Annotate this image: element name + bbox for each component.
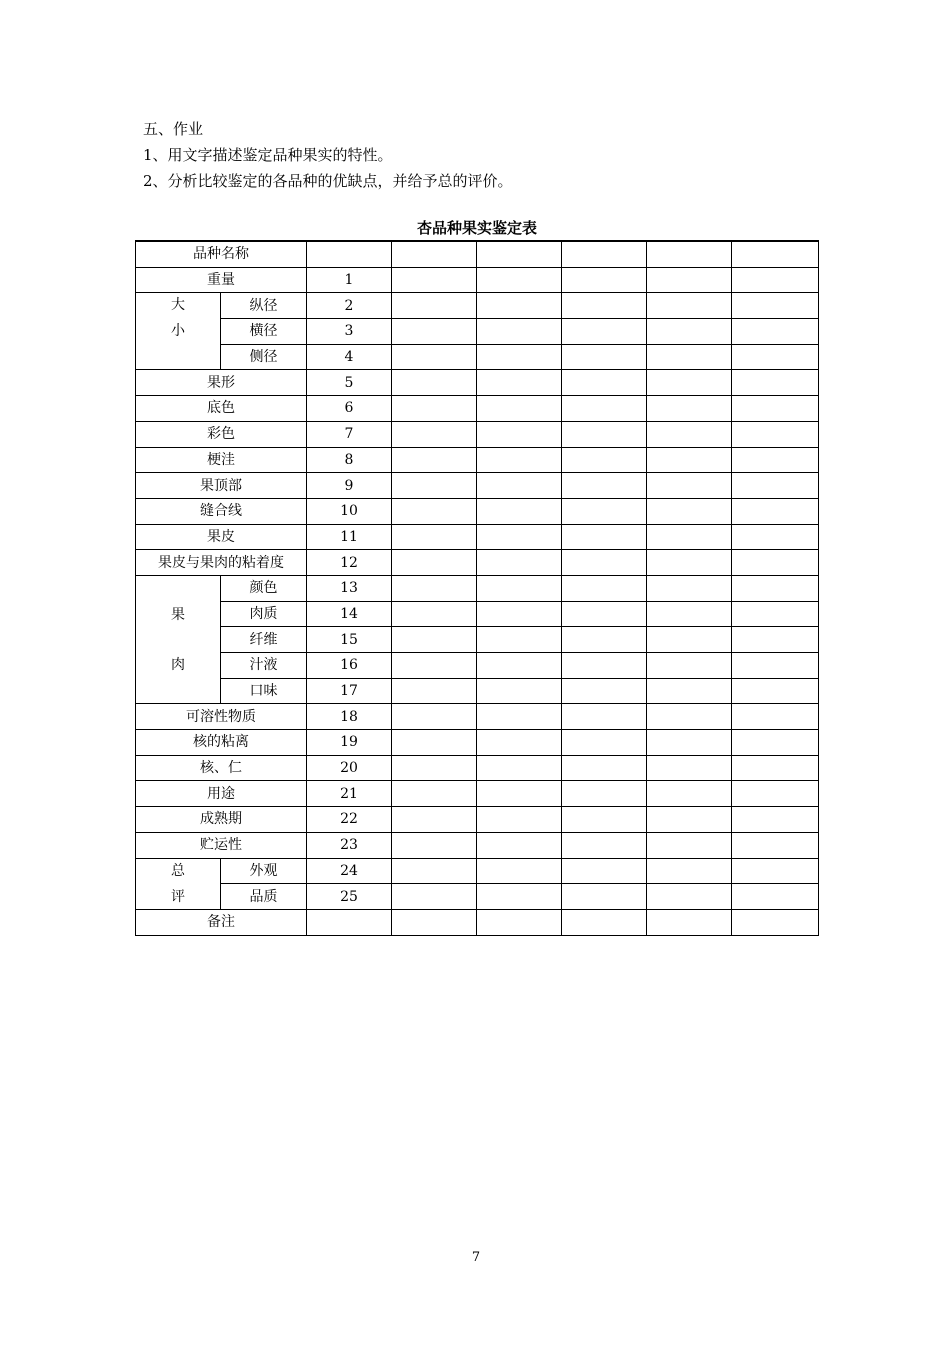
- row-number: 12: [307, 550, 392, 576]
- variety-cell: [392, 575, 477, 601]
- row-number: 9: [307, 473, 392, 499]
- variety-cell: [392, 653, 477, 679]
- variety-cell: [392, 601, 477, 627]
- variety-cell: [647, 627, 732, 653]
- variety-cell: [732, 498, 819, 524]
- table-row: [136, 267, 819, 293]
- table-row: [136, 858, 819, 884]
- variety-cell: [647, 241, 732, 267]
- variety-cell: [392, 807, 477, 833]
- variety-cell: [477, 370, 562, 396]
- group-label-size: 大 小: [136, 293, 221, 370]
- variety-cell: [732, 421, 819, 447]
- variety-cell: [477, 601, 562, 627]
- variety-cell: [477, 909, 562, 935]
- group-label-summary: 总 评: [136, 858, 221, 909]
- row-label: 外观: [221, 858, 307, 884]
- variety-cell: [392, 550, 477, 576]
- variety-cell: [647, 421, 732, 447]
- variety-cell: [647, 550, 732, 576]
- variety-cell: [647, 755, 732, 781]
- variety-cell: [732, 344, 819, 370]
- variety-cell: [647, 447, 732, 473]
- variety-cell: [477, 344, 562, 370]
- table-row: [136, 241, 819, 267]
- variety-cell: [562, 473, 647, 499]
- group-label-flesh: 果 肉: [136, 575, 221, 703]
- table-row: [136, 447, 819, 473]
- variety-cell: [732, 267, 819, 293]
- row-label: 果皮与果肉的粘着度: [136, 550, 307, 576]
- row-label: 可溶性物质: [136, 704, 307, 730]
- variety-cell: [477, 319, 562, 345]
- variety-cell: [647, 858, 732, 884]
- variety-cell: [477, 755, 562, 781]
- variety-cell: [392, 909, 477, 935]
- assignment-item-2: 2、分析比较鉴定的各品种的优缺点，并给予总的评价。: [143, 172, 513, 190]
- row-label: 纵径: [221, 293, 307, 319]
- table-row: [136, 524, 819, 550]
- variety-cell: [732, 627, 819, 653]
- row-number: 5: [307, 370, 392, 396]
- variety-cell: [562, 678, 647, 704]
- variety-cell: [477, 421, 562, 447]
- row-number: 19: [307, 730, 392, 756]
- variety-cell: [732, 241, 819, 267]
- table-row: [136, 909, 819, 935]
- variety-cell: [562, 755, 647, 781]
- variety-cell: [647, 884, 732, 910]
- variety-cell: [562, 627, 647, 653]
- table-row: [136, 832, 819, 858]
- table-row: [136, 473, 819, 499]
- variety-cell: [647, 524, 732, 550]
- variety-cell: [392, 344, 477, 370]
- row-number: 14: [307, 601, 392, 627]
- variety-cell: [477, 293, 562, 319]
- variety-cell: [732, 781, 819, 807]
- row-number: 21: [307, 781, 392, 807]
- row-number: 4: [307, 344, 392, 370]
- variety-cell: [562, 396, 647, 422]
- variety-cell: [647, 370, 732, 396]
- variety-cell: [732, 601, 819, 627]
- variety-cell: [732, 473, 819, 499]
- variety-cell: [477, 473, 562, 499]
- variety-cell: [562, 653, 647, 679]
- variety-cell: [647, 293, 732, 319]
- variety-cell: [562, 267, 647, 293]
- variety-cell: [477, 627, 562, 653]
- variety-cell: [392, 730, 477, 756]
- variety-cell: [562, 498, 647, 524]
- variety-cell: [647, 704, 732, 730]
- variety-cell: [562, 524, 647, 550]
- table-row: [136, 601, 819, 627]
- table-row: [136, 627, 819, 653]
- variety-cell: [392, 524, 477, 550]
- variety-cell: [647, 807, 732, 833]
- number-cell: [307, 241, 392, 267]
- variety-cell: [477, 858, 562, 884]
- page-number: 7: [471, 1250, 481, 1265]
- row-label: 缝合线: [136, 498, 307, 524]
- variety-cell: [392, 832, 477, 858]
- variety-cell: [732, 653, 819, 679]
- table-title: 杏品种果实鉴定表: [416, 219, 537, 237]
- variety-cell: [392, 241, 477, 267]
- variety-cell: [732, 807, 819, 833]
- variety-cell: [392, 755, 477, 781]
- variety-cell: [477, 678, 562, 704]
- evaluation-table: [135, 240, 819, 936]
- variety-cell: [477, 575, 562, 601]
- variety-cell: [562, 909, 647, 935]
- variety-cell: [732, 884, 819, 910]
- variety-cell: [392, 267, 477, 293]
- variety-cell: [562, 241, 647, 267]
- variety-cell: [392, 370, 477, 396]
- table-row: [136, 704, 819, 730]
- variety-cell: [647, 473, 732, 499]
- variety-cell: [732, 447, 819, 473]
- variety-cell: [392, 884, 477, 910]
- row-label: 横径: [221, 319, 307, 345]
- row-number: 20: [307, 755, 392, 781]
- variety-cell: [477, 550, 562, 576]
- table-row: [136, 421, 819, 447]
- variety-cell: [477, 447, 562, 473]
- variety-cell: [477, 396, 562, 422]
- variety-cell: [562, 293, 647, 319]
- variety-cell: [392, 293, 477, 319]
- variety-cell: [392, 319, 477, 345]
- table-row: [136, 396, 819, 422]
- variety-cell: [732, 832, 819, 858]
- variety-cell: [562, 447, 647, 473]
- variety-cell: [562, 601, 647, 627]
- row-number: 22: [307, 807, 392, 833]
- variety-cell: [732, 755, 819, 781]
- row-number: 18: [307, 704, 392, 730]
- variety-cell: [732, 319, 819, 345]
- table-row: [136, 575, 819, 601]
- variety-cell: [392, 447, 477, 473]
- row-label: 纤维: [221, 627, 307, 653]
- row-label: 侧径: [221, 344, 307, 370]
- variety-cell: [477, 884, 562, 910]
- assignment-item-1: 1、用文字描述鉴定品种果实的特性。: [143, 146, 393, 164]
- row-number: 25: [307, 884, 392, 910]
- variety-cell: [732, 550, 819, 576]
- row-label: 底色: [136, 396, 307, 422]
- variety-cell: [647, 344, 732, 370]
- variety-cell: [562, 550, 647, 576]
- variety-cell: [647, 396, 732, 422]
- row-number: 17: [307, 678, 392, 704]
- variety-cell: [732, 396, 819, 422]
- variety-cell: [732, 370, 819, 396]
- variety-cell: [562, 319, 647, 345]
- table-row: [136, 781, 819, 807]
- table-row: [136, 755, 819, 781]
- variety-cell: [562, 832, 647, 858]
- variety-cell: [562, 858, 647, 884]
- row-label: 果顶部: [136, 473, 307, 499]
- variety-cell: [477, 524, 562, 550]
- table-row: [136, 807, 819, 833]
- row-number: 6: [307, 396, 392, 422]
- row-label: 重量: [136, 267, 307, 293]
- variety-cell: [392, 781, 477, 807]
- variety-cell: [562, 421, 647, 447]
- table-row: [136, 678, 819, 704]
- table-row: [136, 884, 819, 910]
- variety-cell: [392, 473, 477, 499]
- assignment-section: [143, 116, 513, 194]
- variety-cell: [647, 678, 732, 704]
- table-row: [136, 293, 819, 319]
- variety-cell: [477, 241, 562, 267]
- variety-cell: [732, 858, 819, 884]
- row-label: 肉质: [221, 601, 307, 627]
- row-number: 13: [307, 575, 392, 601]
- variety-cell: [477, 498, 562, 524]
- row-label: 口味: [221, 678, 307, 704]
- variety-cell: [562, 370, 647, 396]
- variety-cell: [392, 627, 477, 653]
- variety-cell: [647, 653, 732, 679]
- row-number: 1: [307, 267, 392, 293]
- row-number: 15: [307, 627, 392, 653]
- variety-cell: [647, 909, 732, 935]
- table-row: [136, 319, 819, 345]
- row-label: 果形: [136, 370, 307, 396]
- row-number: 10: [307, 498, 392, 524]
- number-cell: [307, 909, 392, 935]
- table-row: [136, 730, 819, 756]
- table-row: [136, 498, 819, 524]
- row-number: 24: [307, 858, 392, 884]
- variety-cell: [732, 909, 819, 935]
- variety-cell: [562, 344, 647, 370]
- row-label: 果皮: [136, 524, 307, 550]
- variety-cell: [562, 807, 647, 833]
- variety-cell: [477, 832, 562, 858]
- row-label: 颜色: [221, 575, 307, 601]
- row-number: 3: [307, 319, 392, 345]
- variety-cell: [392, 498, 477, 524]
- variety-cell: [392, 396, 477, 422]
- variety-cell: [562, 884, 647, 910]
- assignment-heading: 五、作业: [143, 120, 204, 138]
- row-number: 7: [307, 421, 392, 447]
- variety-cell: [477, 730, 562, 756]
- variety-cell: [477, 704, 562, 730]
- table-row: [136, 344, 819, 370]
- variety-cell: [732, 524, 819, 550]
- variety-cell: [647, 498, 732, 524]
- row-label: 汁液: [221, 653, 307, 679]
- variety-cell: [477, 653, 562, 679]
- variety-cell: [732, 293, 819, 319]
- row-number: 23: [307, 832, 392, 858]
- table-row: [136, 370, 819, 396]
- row-number: 16: [307, 653, 392, 679]
- row-label: 品质: [221, 884, 307, 910]
- variety-cell: [647, 267, 732, 293]
- row-label: 核的粘离: [136, 730, 307, 756]
- variety-cell: [647, 832, 732, 858]
- row-number: 2: [307, 293, 392, 319]
- variety-cell: [477, 781, 562, 807]
- variety-cell: [647, 601, 732, 627]
- variety-cell: [732, 730, 819, 756]
- variety-cell: [562, 781, 647, 807]
- header-variety-name: 品种名称: [136, 241, 307, 267]
- variety-cell: [732, 678, 819, 704]
- row-label: 成熟期: [136, 807, 307, 833]
- row-label-remarks: 备注: [136, 909, 307, 935]
- variety-cell: [477, 267, 562, 293]
- row-label: 梗洼: [136, 447, 307, 473]
- variety-cell: [392, 858, 477, 884]
- variety-cell: [477, 807, 562, 833]
- variety-cell: [647, 730, 732, 756]
- variety-cell: [562, 575, 647, 601]
- variety-cell: [732, 575, 819, 601]
- row-number: 11: [307, 524, 392, 550]
- table-row: [136, 653, 819, 679]
- variety-cell: [562, 704, 647, 730]
- row-label: 贮运性: [136, 832, 307, 858]
- row-label: 彩色: [136, 421, 307, 447]
- row-label: 核、仁: [136, 755, 307, 781]
- row-label: 用途: [136, 781, 307, 807]
- row-number: 8: [307, 447, 392, 473]
- variety-cell: [562, 730, 647, 756]
- variety-cell: [392, 678, 477, 704]
- variety-cell: [647, 781, 732, 807]
- variety-cell: [732, 704, 819, 730]
- variety-cell: [647, 575, 732, 601]
- table-row: [136, 550, 819, 576]
- variety-cell: [392, 421, 477, 447]
- variety-cell: [392, 704, 477, 730]
- variety-cell: [647, 319, 732, 345]
